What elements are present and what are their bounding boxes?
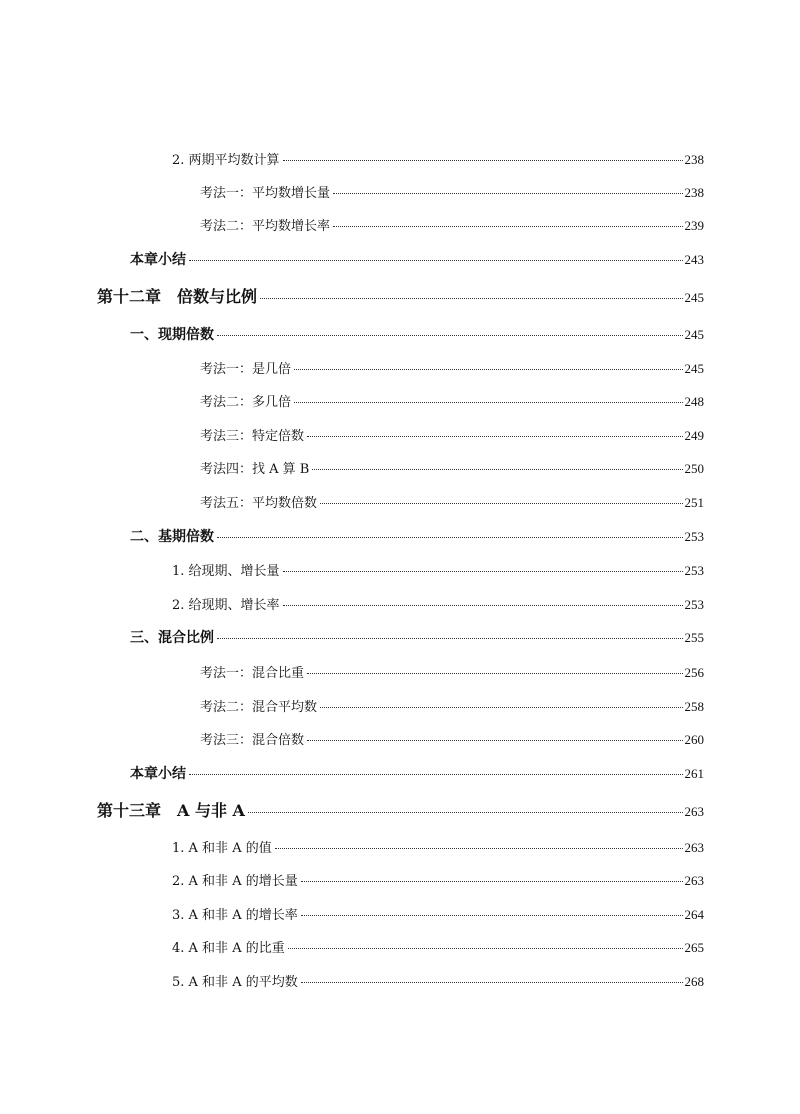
toc-entry-title: 考法二：混合平均数 [200, 700, 318, 715]
dot-leader [307, 673, 682, 674]
dot-leader [301, 982, 683, 983]
toc-entry-page: 238 [684, 185, 704, 200]
toc-entry-title: 考法二：平均数增长率 [200, 219, 331, 234]
toc-entry-page: 253 [684, 529, 704, 544]
toc-entry-page: 256 [684, 665, 704, 680]
dot-leader [320, 503, 682, 504]
toc-entry-chapter-summary[interactable] [130, 249, 704, 269]
dot-leader [283, 605, 683, 606]
dot-leader [260, 298, 682, 299]
toc-entry-page: 255 [684, 630, 704, 645]
toc-entry-page: 245 [684, 290, 704, 305]
toc-entry-title: 1. A 和非 A 的值 [172, 841, 272, 856]
dot-leader [307, 436, 682, 437]
toc-entry-page: 263 [684, 804, 704, 819]
toc-entry-page: 238 [684, 152, 704, 167]
toc-entry-current-multiple[interactable] [130, 324, 704, 344]
toc-entry-page: 243 [684, 252, 704, 267]
toc-entry-page: 268 [684, 974, 704, 989]
toc-entry-page: 248 [684, 394, 704, 409]
dot-leader [333, 193, 682, 194]
toc-entry-mixed-ratio[interactable] [130, 627, 704, 647]
toc-entry-title: 考法三：特定倍数 [200, 429, 305, 444]
toc-entry-base-period-multiple[interactable] [130, 526, 704, 546]
dot-leader [217, 335, 683, 336]
toc-entry-specific-multiple[interactable] [200, 425, 704, 444]
toc-entry-mixed-multiple[interactable] [200, 729, 704, 748]
toc-entry-average-multiple[interactable] [200, 492, 704, 511]
toc-entry-title: 本章小结 [130, 252, 186, 268]
toc-entry-title: 1. 给现期、增长量 [172, 564, 280, 579]
toc-entry-title: 考法五：平均数倍数 [200, 496, 318, 511]
dot-leader [294, 402, 682, 403]
toc-entry-title: 考法二：多几倍 [200, 395, 292, 410]
toc-entry-chapter-summary-2[interactable] [130, 763, 704, 783]
toc-entry-mixed-proportion[interactable] [200, 662, 704, 681]
toc-entry-page: 263 [684, 873, 704, 888]
toc-entry-average-growth-amount[interactable] [200, 182, 704, 201]
toc-entry-title: 3. A 和非 A 的增长率 [172, 908, 298, 923]
toc-entry-title: 本章小结 [130, 766, 186, 782]
toc-entry-title: 第十三章 A 与非 A [97, 801, 245, 820]
dot-leader [275, 848, 683, 849]
toc-entry-title: 4. A 和非 A 的比重 [172, 941, 285, 956]
dot-leader [307, 740, 682, 741]
dot-leader [217, 537, 683, 538]
toc-entry-title: 考法四：找 A 算 B [200, 462, 310, 477]
toc-entry-page: 264 [684, 907, 704, 922]
toc-entry-page: 245 [684, 361, 704, 376]
toc-entry-title: 考法一：平均数增长量 [200, 186, 331, 201]
toc-entry-page: 249 [684, 428, 704, 443]
toc-entry-page: 265 [684, 940, 704, 955]
dot-leader [301, 881, 683, 882]
dot-leader [333, 226, 682, 227]
toc-entry-page: 260 [684, 732, 704, 747]
dot-leader [189, 260, 683, 261]
toc-entry-page: 253 [684, 563, 704, 578]
toc-entry-page: 250 [684, 461, 704, 476]
dot-leader [320, 707, 682, 708]
toc-entry-average-growth-rate[interactable] [200, 215, 704, 234]
toc-entry-title: 第十二章 倍数与比例 [97, 287, 258, 306]
dot-leader [294, 369, 682, 370]
dot-leader [301, 915, 683, 916]
toc-entry-page: 261 [684, 766, 704, 781]
toc-entry-page: 245 [684, 327, 704, 342]
toc-entry-page: 263 [684, 840, 704, 855]
toc-entry-a-and-non-a-growth-amount[interactable] [172, 870, 704, 889]
dot-leader [283, 160, 683, 161]
toc-entry-title: 5. A 和非 A 的平均数 [172, 975, 298, 990]
toc-entry-page: 253 [684, 597, 704, 612]
toc-entry-title: 考法一：混合比重 [200, 666, 305, 681]
dot-leader [312, 469, 682, 470]
dot-leader [248, 812, 683, 813]
dot-leader [288, 948, 683, 949]
toc-entry-mixed-average[interactable] [200, 696, 704, 715]
toc-entry-title: 考法三：混合倍数 [200, 733, 305, 748]
toc-entry-how-many-times[interactable] [200, 358, 704, 377]
toc-entry-title: 2. A 和非 A 的增长量 [172, 874, 298, 889]
toc-entry-title: 一、现期倍数 [130, 327, 214, 343]
toc-entry-chapter-12[interactable] [97, 284, 704, 307]
dot-leader [189, 774, 683, 775]
toc-entry-title: 三、混合比例 [130, 630, 214, 646]
dot-leader [217, 638, 683, 639]
toc-entry-title: 2. 给现期、增长率 [172, 598, 280, 613]
toc-entry-a-and-non-a-value[interactable] [172, 837, 704, 856]
toc-entry-chapter-13[interactable] [97, 798, 704, 821]
toc-entry-a-and-non-a-growth-rate[interactable] [172, 904, 704, 923]
toc-entry-title: 二、基期倍数 [130, 529, 214, 545]
toc-entry-given-current-growth-rate[interactable] [172, 594, 704, 613]
toc-entry-title: 2. 两期平均数计算 [172, 153, 280, 168]
toc-entry-page: 239 [684, 218, 704, 233]
toc-entry-how-many-more-times[interactable] [200, 391, 704, 410]
toc-entry-given-current-growth-amount[interactable] [172, 560, 704, 579]
toc-entry-a-and-non-a-average[interactable] [172, 971, 704, 990]
toc-entry-page: 258 [684, 699, 704, 714]
toc-entry-two-period-average[interactable] [172, 149, 704, 168]
toc-entry-find-a-compute-b[interactable] [200, 458, 704, 477]
toc-entry-a-and-non-a-proportion[interactable] [172, 937, 704, 956]
toc-entry-title: 考法一：是几倍 [200, 362, 292, 377]
dot-leader [283, 571, 683, 572]
toc-entry-page: 251 [684, 495, 704, 510]
